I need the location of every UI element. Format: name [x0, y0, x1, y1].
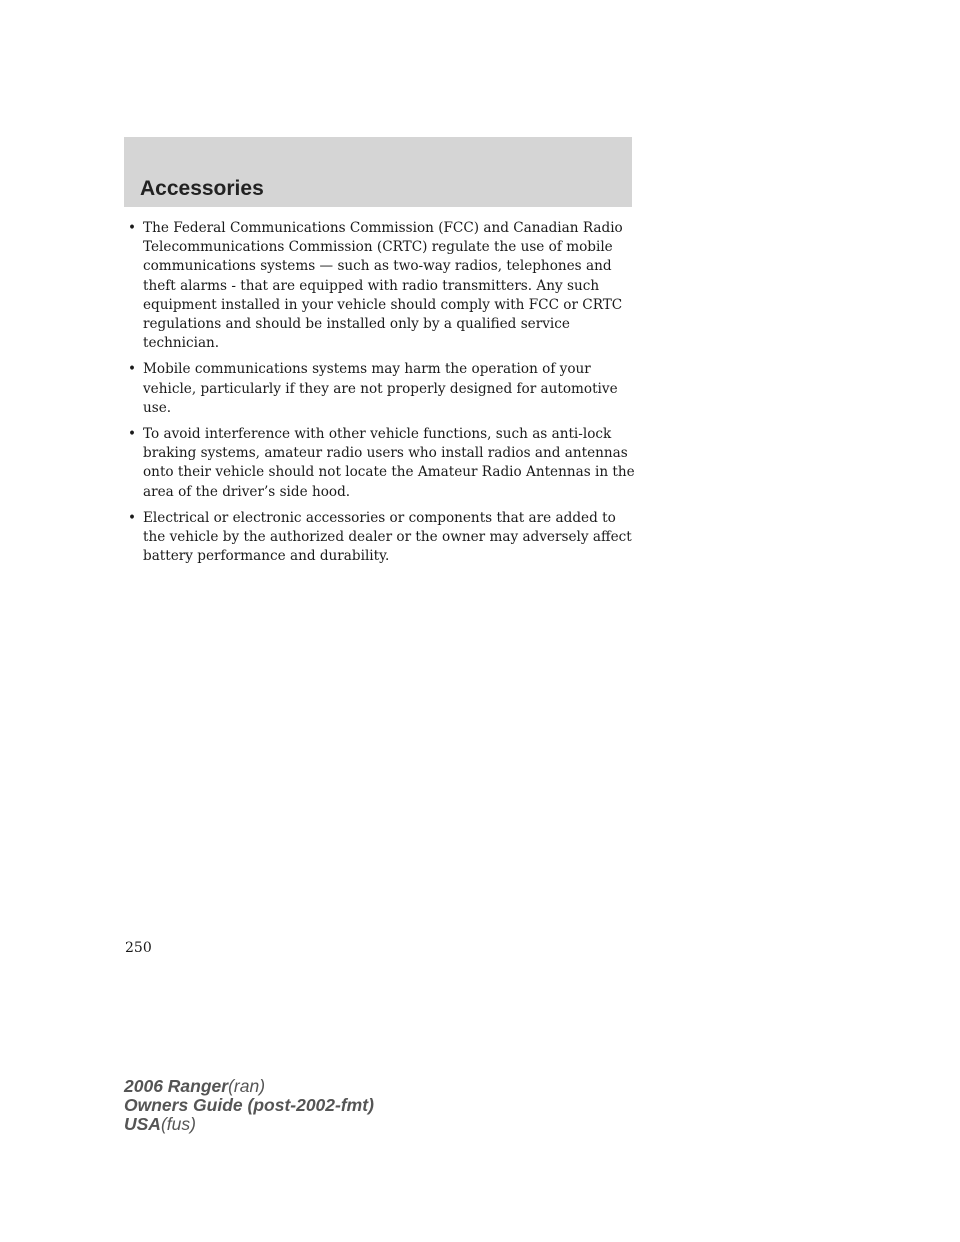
section-title: Accessories	[140, 177, 264, 200]
bullet-item-fcc-crtc	[128, 219, 636, 353]
document-footer	[124, 1077, 374, 1134]
bullet-text: Mobile communications systems may harm the operation of your vehicle, particularly if they are not properly designed for automotive use.	[143, 361, 618, 416]
bullet-item-antenna-location	[128, 425, 636, 502]
bullet-text: Electrical or electronic accessories or components that are added to the vehicle by the authorized dealer or the owner may adversely affect battery performance and durability.	[143, 509, 632, 565]
section-header-band	[124, 137, 632, 207]
footer-market-code: (fus)	[160, 1114, 196, 1134]
bullet-dot-icon: •	[128, 361, 137, 378]
bullet-dot-icon: •	[128, 426, 137, 443]
footer-line-guide	[124, 1096, 374, 1115]
footer-model-name: 2006 Ranger	[124, 1076, 229, 1096]
bullet-item-battery-effect	[128, 509, 636, 567]
footer-model-code: (ran)	[228, 1076, 266, 1096]
bullet-dot-icon: •	[128, 509, 137, 526]
bullet-text: To avoid interference with other vehicle functions, such as anti-lock braking systems, amateur radio users who install radios and antennas onto their vehicle should not locate the Amateur Radio Antennas in the area of the driver’s side hood.	[143, 426, 635, 500]
bullet-text: The Federal Communications Commission (FCC) and Canadian Radio Telecommunications Commission (CRTC) regulate the use of mobile communications systems — such as two-way radios, telephones and theft alarms - that are equipped with radio transmitters. Any such equipment installed in your vehicle should comply with FCC or CRTC regulations and should be installed only by a qualified service technician.	[143, 220, 623, 352]
footer-guide-name: Owners Guide (post-2002-fmt)	[124, 1095, 374, 1115]
bullet-dot-icon: •	[128, 220, 137, 236]
page-number: 250	[125, 940, 152, 956]
footer-line-market	[124, 1115, 374, 1134]
bullet-list	[128, 219, 636, 573]
bullet-item-mobile-harm	[128, 360, 636, 418]
footer-market-name: USA	[124, 1114, 161, 1134]
footer-line-model	[124, 1077, 374, 1096]
